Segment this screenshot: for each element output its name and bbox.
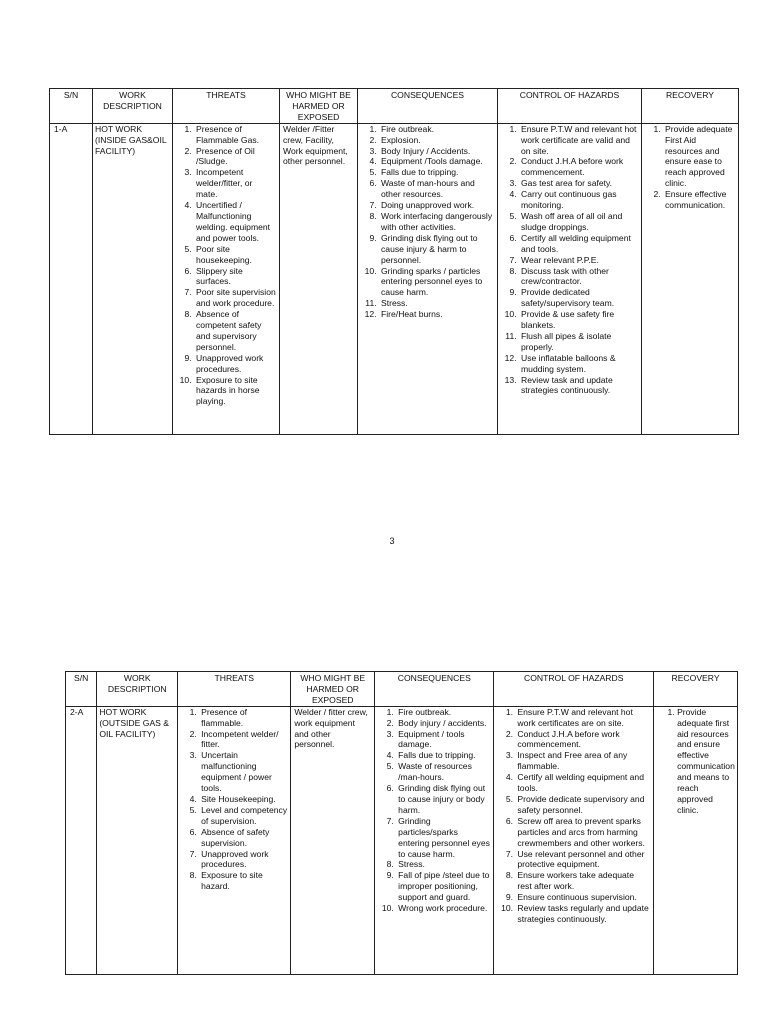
list-item: 2. Body injury / accidents. — [396, 718, 490, 729]
list-item: 1. Provide adequate first aid resources and ensure effective communication and means to reach approved clinic. — [677, 707, 734, 816]
list-item: 1. Fire outbreak. — [396, 707, 490, 718]
list-item: 6. Grinding disk flying out to cause injury or body harm. — [396, 783, 490, 816]
header-work-description: WORK DESCRIPTION — [93, 89, 173, 124]
cell-threats — [178, 706, 291, 974]
list-item: 10. Wrong work procedure. — [396, 903, 490, 914]
cell-sn: 2-A — [66, 706, 97, 974]
list-item: 3. Inspect and Free area of any flammable. — [515, 750, 650, 772]
header-consequences: CONSEQUENCES — [358, 89, 498, 124]
header-recovery: RECOVERY — [642, 89, 739, 124]
header-threats: THREATS — [173, 89, 280, 124]
list-item: 7. Grinding particles/sparks entering personnel eyes to cause harm. — [396, 816, 490, 860]
list-item: 6. Waste of man-hours and other resources. — [379, 178, 494, 200]
cell-control-of-hazards — [498, 123, 642, 434]
table-header-row — [66, 672, 738, 707]
header-who-might-be-harmed: WHO MIGHT BE HARMED OR EXPOSED — [280, 89, 358, 124]
threats-list — [181, 707, 287, 892]
page-number: 3 — [389, 536, 395, 546]
list-item: 2. Incompetent welder/ fitter. — [199, 729, 287, 751]
list-item: 9. Fall of pipe /steel due to improper positioning, support and guard. — [396, 870, 490, 903]
cell-work-description: HOT WORK (INSIDE GAS&OIL FACILITY) — [93, 123, 173, 434]
header-sn: S/N — [66, 672, 97, 707]
cell-who-might-be-harmed: Welder /Fitter crew, Facility, Work equipment, other personnel. — [280, 123, 358, 434]
consequences-list — [361, 124, 494, 320]
list-item: 11. Flush all pipes & isolate properly. — [519, 331, 638, 353]
list-item: 6. Slippery site surfaces. — [194, 266, 276, 288]
list-item: 10. Exposure to site hazards in horse playing. — [194, 375, 276, 408]
list-item: 7. Use relevant personnel and other protective equipment. — [515, 849, 650, 871]
header-consequences: CONSEQUENCES — [375, 672, 494, 707]
table-header-row — [50, 89, 739, 124]
cell-recovery — [642, 123, 739, 434]
list-item: 4. Uncertified / Malfunctioning welding. equipment and power tools. — [194, 200, 276, 244]
list-item: 1. Presence of Flammable Gas. — [194, 124, 276, 146]
list-item: 8. Stress. — [396, 859, 490, 870]
list-item: 10. Grinding sparks / particles entering personnel eyes to cause harm. — [379, 266, 494, 299]
recovery-list — [645, 124, 735, 211]
cell-threats — [173, 123, 280, 434]
list-item: 2. Presence of Oil /Sludge. — [194, 146, 276, 168]
list-item: 11. Stress. — [379, 298, 494, 309]
cell-recovery — [654, 706, 738, 974]
header-threats: THREATS — [178, 672, 291, 707]
threats-list — [176, 124, 276, 408]
control-of-hazards-list — [501, 124, 638, 397]
list-item: 5. Wash off area of all oil and sludge droppings. — [519, 211, 638, 233]
list-item: 8. Absence of competent safety and supervisory personnel. — [194, 309, 276, 353]
list-item: 9. Grinding disk flying out to cause injury & harm to personnel. — [379, 233, 494, 266]
list-item: 6. Screw off area to prevent sparks particles and arcs from harming crewmembers and other workers. — [515, 816, 650, 849]
list-item: 9. Unapproved work procedures. — [194, 353, 276, 375]
list-item: 4. Carry out continuous gas monitoring. — [519, 189, 638, 211]
header-sn: S/N — [50, 89, 93, 124]
table-row — [66, 706, 738, 974]
list-item: 1. Ensure P.T.W and relevant hot work certificates are on site. — [515, 707, 650, 729]
cell-who-might-be-harmed: Welder / fitter crew, work equipment and other personnel. — [291, 706, 375, 974]
list-item: 12. Fire/Heat burns. — [379, 309, 494, 320]
header-work-description: WORK DESCRIPTION — [97, 672, 178, 707]
list-item: 7. Poor site supervision and work procedure. — [194, 287, 276, 309]
list-item: 9. Provide dedicated safety/supervisory team. — [519, 287, 638, 309]
list-item: 7. Doing unapproved work. — [379, 200, 494, 211]
list-item: 2. Conduct J.H.A before work commencement. — [515, 729, 650, 751]
list-item: 1. Fire outbreak. — [379, 124, 494, 135]
list-item: 5. Level and competency of supervision. — [199, 805, 287, 827]
list-item: 7. Wear relevant P.P.E. — [519, 255, 638, 266]
list-item: 3. Equipment / tools damage. — [396, 729, 490, 751]
list-item: 5. Falls due to tripping. — [379, 167, 494, 178]
list-item: 2. Explosion. — [379, 135, 494, 146]
list-item: 1. Provide adequate First Aid resources and ensure ease to reach approved clinic. — [663, 124, 735, 189]
list-item: 2. Conduct J.H.A before work commencement. — [519, 156, 638, 178]
header-recovery: RECOVERY — [654, 672, 738, 707]
header-control-of-hazards: CONTROL OF HAZARDS — [498, 89, 642, 124]
list-item: 1. Ensure P.T.W and relevant hot work certificate are valid and on site. — [519, 124, 638, 157]
list-item: 4. Site Housekeeping. — [199, 794, 287, 805]
list-item: 3. Uncertain malfunctioning equipment / power tools. — [199, 750, 287, 794]
header-control-of-hazards: CONTROL OF HAZARDS — [494, 672, 654, 707]
list-item: 8. Work interfacing dangerously with other activities. — [379, 211, 494, 233]
list-item: 8. Ensure workers take adequate rest after work. — [515, 870, 650, 892]
header-who-might-be-harmed: WHO MIGHT BE HARMED OR EXPOSED — [291, 672, 375, 707]
cell-control-of-hazards — [494, 706, 654, 974]
list-item: 3. Body Injury / Accidents. — [379, 146, 494, 157]
list-item: 12. Use inflatable balloons & mudding system. — [519, 353, 638, 375]
list-item: 2. Ensure effective communication. — [663, 189, 735, 211]
list-item: 4. Falls due to tripping. — [396, 750, 490, 761]
list-item: 5. Waste of resources /man-hours. — [396, 761, 490, 783]
list-item: 6. Certify all welding equipment and tools. — [519, 233, 638, 255]
list-item: 8. Exposure to site hazard. — [199, 870, 287, 892]
control-of-hazards-list — [497, 707, 650, 925]
list-item: 10. Review tasks regularly and update strategies continuously. — [515, 903, 650, 925]
consequences-list — [378, 707, 490, 914]
list-item: 4. Equipment /Tools damage. — [379, 156, 494, 167]
list-item: 5. Poor site housekeeping. — [194, 244, 276, 266]
cell-consequences — [375, 706, 494, 974]
list-item: 13. Review task and update strategies continuously. — [519, 375, 638, 397]
list-item: 5. Provide dedicate supervisory and safety personnel. — [515, 794, 650, 816]
cell-work-description: HOT WORK (OUTSIDE GAS & OIL FACILITY) — [97, 706, 178, 974]
list-item: 8. Discuss task with other crew/contractor. — [519, 266, 638, 288]
table-row — [50, 123, 739, 434]
list-item: 7. Unapproved work procedures. — [199, 849, 287, 871]
risk-assessment-table-2 — [65, 671, 738, 975]
list-item: 1. Presence of flammable. — [199, 707, 287, 729]
list-item: 3. Gas test area for safety. — [519, 178, 638, 189]
cell-sn: 1-A — [50, 123, 93, 434]
list-item: 6. Absence of safety supervision. — [199, 827, 287, 849]
list-item: 9. Ensure continuous supervision. — [515, 892, 650, 903]
risk-assessment-table-1 — [49, 88, 739, 435]
recovery-list — [657, 707, 734, 816]
cell-consequences — [358, 123, 498, 434]
list-item: 10. Provide & use safety fire blankets. — [519, 309, 638, 331]
list-item: 4. Certify all welding equipment and tools. — [515, 772, 650, 794]
list-item: 3. Incompetent welder/fitter, or mate. — [194, 167, 276, 200]
